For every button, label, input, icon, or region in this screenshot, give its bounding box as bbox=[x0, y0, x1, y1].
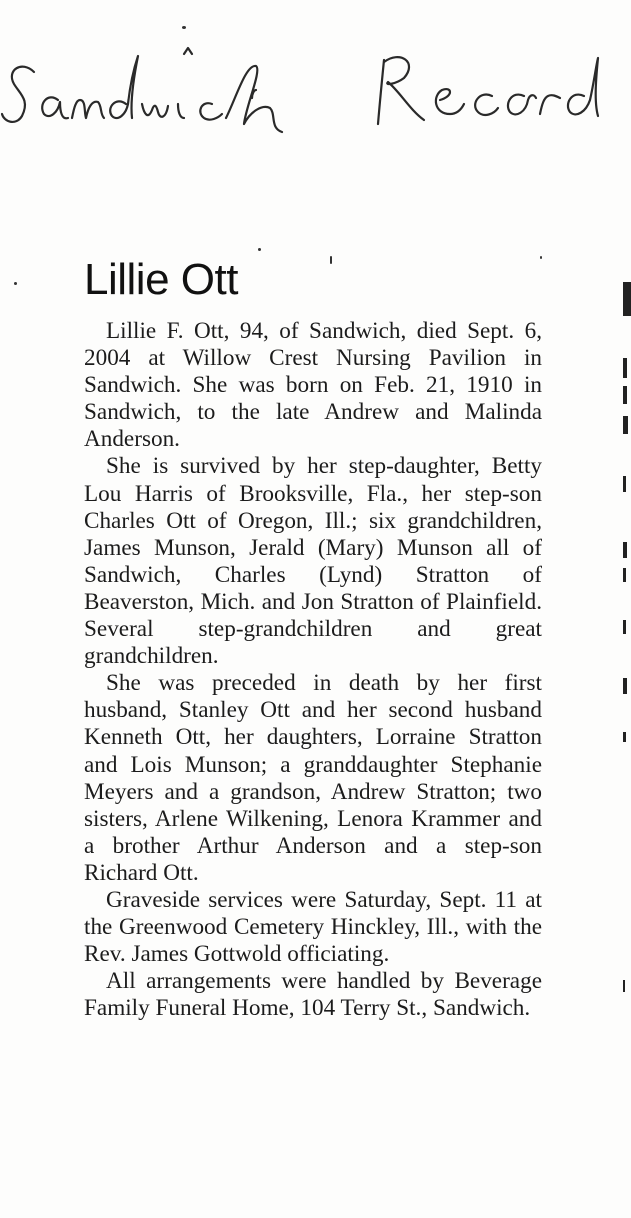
adjacent-column-edge bbox=[623, 280, 631, 1040]
obituary-body bbox=[84, 318, 542, 1022]
obituary-paragraph: All arrangements were handled by Beverage Family Funeral Home, 104 Terry St., Sandwich. bbox=[84, 968, 542, 1022]
handwritten-note bbox=[0, 20, 631, 140]
handwritten-signature-image bbox=[0, 20, 631, 140]
scan-speck bbox=[330, 256, 332, 264]
scan-speck bbox=[540, 256, 542, 259]
obituary-paragraph: Lillie F. Ott, 94, of Sandwich, died Sept. 6, 2004 at Willow Crest Nursing Pavilion in Sandwich. She was born on Feb. 21, 1910 in Sandwich, to the late Andrew and Malinda Anderson. bbox=[84, 318, 542, 453]
scan-speck bbox=[258, 248, 261, 251]
scan-speck bbox=[14, 282, 17, 285]
obituary-paragraph: She was preceded in death by her first husband, Stanley Ott and her second husband Kenneth Ott, her daughters, Lorraine Stratton and Lois Munson; a granddaughter Stephanie Meyers and a grandson, Andrew Stratton; two sisters, Arlene Wilkening, Lenora Krammer and a brother Arthur Anderson and a step-son Richard Ott. bbox=[84, 670, 542, 886]
scan-speck bbox=[182, 26, 186, 29]
obituary-paragraph: She is survived by her step-daughter, Betty Lou Harris of Brooksville, Fla., her step-son Charles Ott of Oregon, Ill.; six grandchildren, James Munson, Jerald (Mary) Munson all of Sandwich, Charles (Lynd) Stratton of Beaverston, Mich. and Jon Stratton of Plainfield. Several step-grandchildren and great grandchildren. bbox=[84, 453, 542, 670]
obituary-headline: Lillie Ott bbox=[84, 255, 238, 304]
obituary-paragraph: Graveside services were Saturday, Sept. 11 at the Greenwood Cemetery Hinckley, Ill., with the Rev. James Gottwold officiating. bbox=[84, 886, 542, 968]
